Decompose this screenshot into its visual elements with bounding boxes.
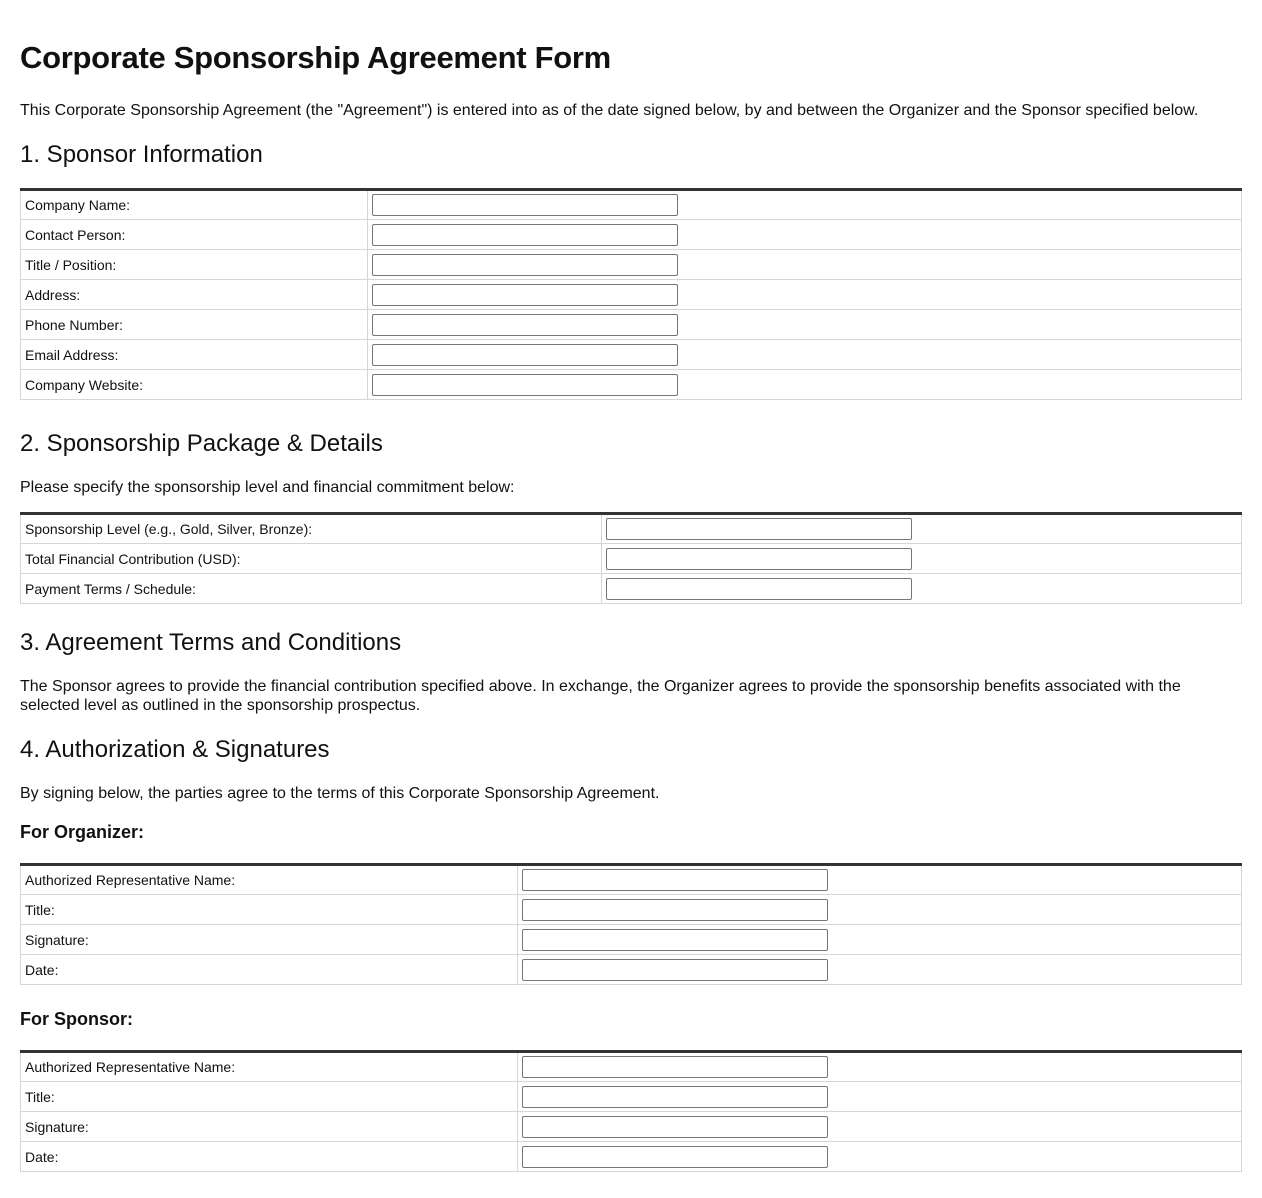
sponsorship-level-input[interactable] bbox=[606, 518, 912, 540]
contact-person-input[interactable] bbox=[372, 224, 678, 246]
company-name-input[interactable] bbox=[372, 194, 678, 216]
title-position-input[interactable] bbox=[372, 254, 678, 276]
table-row bbox=[21, 895, 1242, 925]
payment-terms-input[interactable] bbox=[606, 578, 912, 600]
section-heading-authorization: 4. Authorization & Signatures bbox=[20, 736, 330, 763]
field-label: Signature: bbox=[21, 1112, 518, 1142]
organizer-heading: For Organizer: bbox=[20, 822, 145, 842]
table-row bbox=[21, 370, 1242, 400]
sponsorship-package-table bbox=[20, 512, 1242, 604]
table-row bbox=[21, 574, 1242, 604]
total-contribution-input[interactable] bbox=[606, 548, 912, 570]
field-label: Title: bbox=[21, 895, 518, 925]
phone-number-input[interactable] bbox=[372, 314, 678, 336]
sponsor-date-input[interactable] bbox=[522, 1146, 828, 1168]
field-label: Authorized Representative Name: bbox=[21, 1052, 518, 1082]
intro-text: This Corporate Sponsorship Agreement (the "Agreement") is entered into as of the date signed below, by and between the Organizer and the Sponsor specified below. bbox=[20, 102, 1199, 119]
field-label: Signature: bbox=[21, 925, 518, 955]
field-label: Phone Number: bbox=[21, 310, 368, 340]
field-label: Sponsorship Level (e.g., Gold, Silver, Bronze): bbox=[21, 514, 602, 544]
sponsorship-package-description: Please specify the sponsorship level and financial commitment below: bbox=[20, 479, 515, 496]
sponsor-representative-name-input[interactable] bbox=[522, 1056, 828, 1078]
table-row bbox=[21, 925, 1242, 955]
field-label: Title: bbox=[21, 1082, 518, 1112]
table-row bbox=[21, 955, 1242, 985]
field-label: Date: bbox=[21, 955, 518, 985]
table-row bbox=[21, 514, 1242, 544]
field-label: Company Name: bbox=[21, 190, 368, 220]
company-website-input[interactable] bbox=[372, 374, 678, 396]
email-address-input[interactable] bbox=[372, 344, 678, 366]
table-row bbox=[21, 1082, 1242, 1112]
sponsor-signature-input[interactable] bbox=[522, 1116, 828, 1138]
table-row bbox=[21, 220, 1242, 250]
table-row bbox=[21, 1142, 1242, 1172]
table-row bbox=[21, 190, 1242, 220]
page-title: Corporate Sponsorship Agreement Form bbox=[20, 40, 611, 75]
table-row bbox=[21, 1052, 1242, 1082]
field-label: Email Address: bbox=[21, 340, 368, 370]
field-label: Payment Terms / Schedule: bbox=[21, 574, 602, 604]
field-label: Authorized Representative Name: bbox=[21, 865, 518, 895]
field-label: Contact Person: bbox=[21, 220, 368, 250]
table-row bbox=[21, 865, 1242, 895]
organizer-title-input[interactable] bbox=[522, 899, 828, 921]
table-row bbox=[21, 1112, 1242, 1142]
table-row bbox=[21, 310, 1242, 340]
organizer-signature-input[interactable] bbox=[522, 929, 828, 951]
table-row bbox=[21, 340, 1242, 370]
table-row bbox=[21, 280, 1242, 310]
sponsor-title-input[interactable] bbox=[522, 1086, 828, 1108]
section-heading-terms-conditions: 3. Agreement Terms and Conditions bbox=[20, 629, 402, 656]
terms-conditions-text: The Sponsor agrees to provide the financial contribution specified above. In exchange, the Organizer agrees to provide the sponsorship benefits associated with the selected level as outlined in the sponsorship prospectus. bbox=[20, 678, 1181, 714]
field-label: Company Website: bbox=[21, 370, 368, 400]
sponsor-heading: For Sponsor: bbox=[20, 1009, 133, 1029]
address-input[interactable] bbox=[372, 284, 678, 306]
organizer-date-input[interactable] bbox=[522, 959, 828, 981]
table-row bbox=[21, 250, 1242, 280]
sponsor-information-table bbox=[20, 188, 1242, 400]
field-label: Date: bbox=[21, 1142, 518, 1172]
authorization-description: By signing below, the parties agree to the terms of this Corporate Sponsorship Agreement. bbox=[20, 785, 660, 802]
organizer-representative-name-input[interactable] bbox=[522, 869, 828, 891]
field-label: Address: bbox=[21, 280, 368, 310]
field-label: Total Financial Contribution (USD): bbox=[21, 544, 602, 574]
sponsor-signature-table bbox=[20, 1050, 1242, 1172]
field-label: Title / Position: bbox=[21, 250, 368, 280]
table-row bbox=[21, 544, 1242, 574]
organizer-signature-table bbox=[20, 863, 1242, 985]
section-heading-sponsor-information: 1. Sponsor Information bbox=[20, 141, 263, 168]
section-heading-sponsorship-package: 2. Sponsorship Package & Details bbox=[20, 430, 383, 457]
